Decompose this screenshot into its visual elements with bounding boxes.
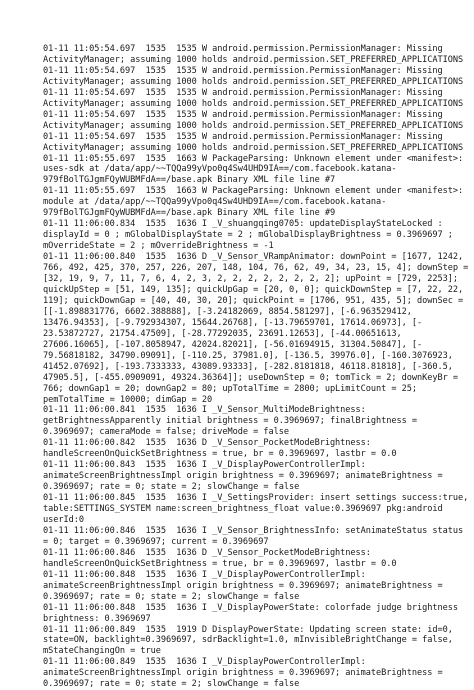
log-line: 01-11 11:05:54.697 1535 1535 W android.permission.PermissionManager: Missing [43, 44, 443, 54]
log-line: 01-11 11:05:55.697 1535 1663 W PackageParsing: Unknown element under <manifest>: [43, 186, 464, 197]
log-line: handleScreenOnQuickSetBrightness = true, br = 0.3969697, lastbr = 0.0 [43, 449, 397, 460]
log-line: 0.3969697; rate = 0; state = 2; slowChange = false [43, 679, 300, 690]
log-line: 01-11 11:06:00.845 1535 1636 I _V_SettingsProvider: insert settings success:true, [43, 493, 469, 504]
log-line: module at /data/app/~~TQQa99yVpo0q4Sw4UHD9IA==/com.facebook.katana- [43, 197, 387, 208]
log-line: 27606.16065], [-107.8058947, 42024.82021], [-56.01694915, 31304.50847], [- [43, 339, 423, 350]
log-line: 119]; quickDownGap = [40, 40, 30, 20]; quickPoint = [1706, 951, 435, 5]; downSec = [43, 295, 464, 306]
log-line: 01-11 11:06:00.849 1535 1636 I _V_DisplayPowerControllerImpl: [43, 657, 366, 668]
log-line: ActivityManager; assuming 1000 holds android.permission.SET_PREFERRED_APPLICATIONS [43, 76, 464, 87]
log-line: ActivityManager; assuming 1000 holds android.permission.SET_PREFERRED_APPLICATIONS [43, 142, 464, 153]
log-line: handleScreenOnQuickSetBrightness = true, br = 0.3969697, lastbr = 0.0 [43, 558, 397, 569]
log-line: 47905.5], [-455.0909091, 49324.36364]]; useDownStep = 0; tomTick = 2; downKeyBr = [43, 372, 459, 383]
log-line: pemTotalTime = 10000; dimGap = 20 [43, 394, 213, 405]
log-line: 0.3969697; cameraMode = false; driveMode = false [43, 427, 289, 438]
log-line: 01-11 11:05:54.697 1535 1535 W android.permission.PermissionManager: Missing [43, 65, 443, 76]
log-line: 01-11 11:06:00.848 1535 1636 I _V_DisplayPowerControllerImpl: [43, 569, 366, 580]
log-line: 01-11 11:05:54.697 1535 1535 W android.permission.PermissionManager: Missing [43, 87, 443, 98]
log-line: 41452.07692], [-193.7333333, 43089.93333], [-282.8181818, 46118.81818], [-360.5, [43, 361, 453, 372]
log-line: 979fBolTGJgmFQyWUBMFdA==/base.apk Binary XML file line #7 [43, 175, 336, 186]
log-line: 01-11 11:06:00.843 1535 1636 I _V_DisplayPowerControllerImpl: [43, 460, 366, 471]
log-line: ActivityManager; assuming 1000 holds android.permission.SET_PREFERRED_APPLICATIONS [43, 98, 464, 109]
log-line: quickUpStep = [51, 149, 135]; quickUpGap = [20, 0, 0]; quickDownStep = [7, 22, 22, [43, 284, 464, 295]
log-line: [32, 19, 9, 7, 11, 7, 6, 4, 2, 3, 2, 2, 2, 2, 2, 2, 2, 2]; upPoint = [729, 2253]; [43, 274, 459, 285]
log-line: animateScreenBrightnessImpl origin brightness = 0.3969697; animateBrightness = [43, 668, 443, 679]
log-line: uses-sdk at /data/app/~~TQQa99yVpo0q4Sw4UHD9IA==/com.facebook.katana- [43, 164, 397, 175]
log-line: 0.3969697; rate = 0; state = 2; slowChange = false [43, 591, 300, 602]
log-line: 01-11 11:06:00.846 1535 1636 I _V_Sensor_BrightnessInfo: setAnimateStatus status [43, 525, 464, 536]
log-line: 01-11 11:05:55.697 1535 1663 W PackageParsing: Unknown element under <manifest>: [43, 153, 464, 164]
log-line: animateScreenBrightnessImpl origin brightness = 0.3969697; animateBrightness = [43, 471, 443, 482]
log-line: 01-11 11:06:00.834 1535 1636 I _V_shuangqing0705: updateDisplayStateLocked : [43, 219, 443, 230]
log-line: [[-1.898831776, 6602.388888], [-3.24182069, 8854.581297], [-6.963529412, [43, 306, 412, 317]
log-line: 0.3969697; rate = 0; state = 2; slowChange = false [43, 482, 300, 493]
log-line: 766, 492, 425, 370, 257, 226, 207, 148, 104, 76, 62, 49, 34, 23, 15, 4]; downStep = [43, 263, 469, 274]
log-line: getBrightnessApparently initial brightness = 0.3969697; finalBrightness = [43, 416, 418, 427]
log-line: ActivityManager; assuming 1000 holds android.permission.SET_PREFERRED_APPLICATIONS [43, 54, 464, 65]
log-line: 01-11 11:06:00.841 1535 1636 I _V_Sensor_MultiModeBrightness: [43, 405, 366, 416]
log-document [43, 44, 469, 690]
log-line: mStateChangingOn = true [43, 646, 161, 657]
log-line: 01-11 11:06:00.842 1535 1636 D _V_Sensor_PocketModeBrightness: [43, 438, 371, 449]
log-line: animateScreenBrightnessImpl origin brightness = 0.3969697; animateBrightness = [43, 580, 443, 591]
log-line: displayId = 0 ; mGlobalDisplayState = 2 ; mGlobalDisplayBrightness = 0.3969697 ; [43, 230, 453, 241]
log-line: userId:0 [43, 514, 84, 525]
log-line: 979fBolTGJgmFQyWUBMFdA==/base.apk Binary XML file line #9 [43, 208, 336, 219]
log-line: 766; downGap1 = 20; downGap2 = 80; upTotalTime = 2800; upLimitCount = 25; [43, 383, 418, 394]
log-line: 01-11 11:06:00.846 1535 1636 D _V_Sensor_PocketModeBrightness: [43, 547, 371, 558]
log-line: 01-11 11:06:00.849 1535 1919 D DisplayPowerState: Updating screen state: id=0, [43, 624, 453, 635]
log-line: 01-11 11:06:00.840 1535 1636 D _V_Sensor_VRampAnimator: downPoint = [1677, 1242, [43, 252, 464, 263]
log-line: 01-11 11:05:54.697 1535 1535 W android.permission.PermissionManager: Missing [43, 131, 443, 142]
log-line: 79.56818182, 34790.09091], [-110.25, 37981.0], [-136.5, 39976.0], [-160.3076923, [43, 350, 453, 361]
log-line: 01-11 11:06:00.848 1535 1636 I _V_DisplayPowerState: colorfade judge brightness [43, 602, 459, 613]
log-line: 01-11 11:05:54.697 1535 1535 W android.permission.PermissionManager: Missing [43, 109, 443, 120]
log-line: ActivityManager; assuming 1000 holds android.permission.SET_PREFERRED_APPLICATIONS [43, 120, 464, 131]
log-line: state=ON, backlight=0.3969697, sdrBacklight=1.0, mInvisibleBrightChange = false, [43, 635, 453, 646]
log-line: 23.53872727, 21754.47509], [-28.77292035, 23691.12653], [-44.00651613, [43, 328, 402, 339]
log-line: = 0; target = 0.3969697; current = 0.3969697 [43, 536, 269, 547]
log-line: 13476.94353], [-9.792934307, 15644.26768], [-13.79659701, 17614.06973], [- [43, 317, 423, 328]
log-line: table:SETTINGS_SYSTEM name:screen_brightness_float value:0.3969697 pkg:android [43, 504, 443, 515]
log-line: brightness: 0.3969697 [43, 613, 151, 624]
log-line: mOverrideState = 2 ; mOverrideBrightness = -1 [43, 241, 274, 252]
